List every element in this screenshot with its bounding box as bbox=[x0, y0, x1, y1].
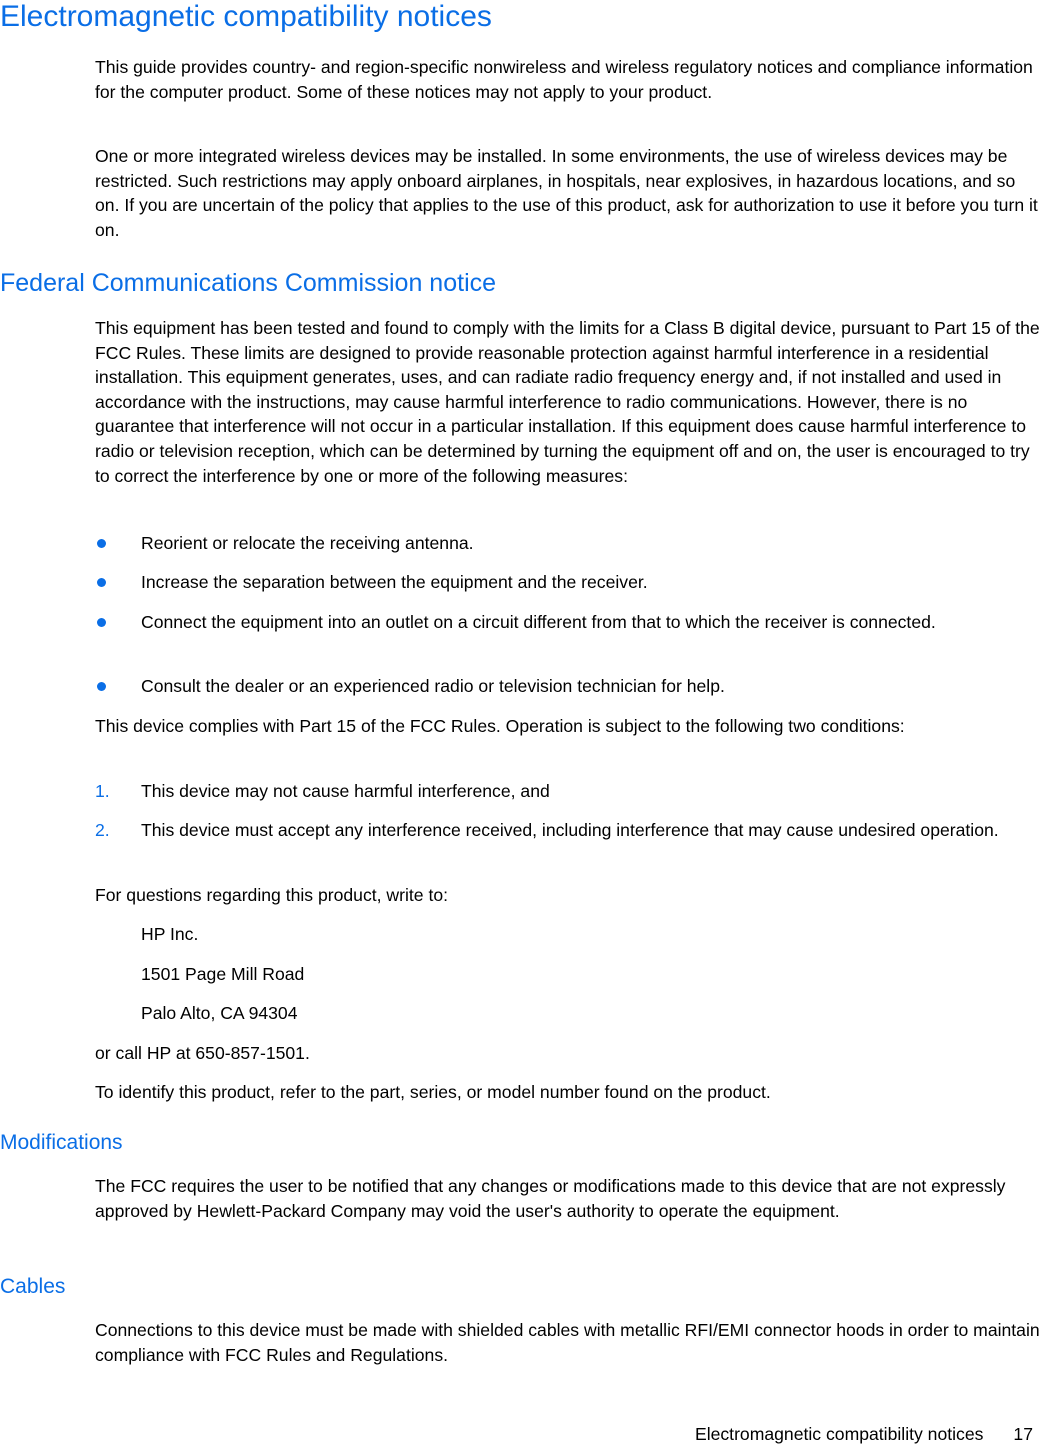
intro-paragraph-2: One or more integrated wireless devices may be installed. In some environments, the use of wireless devices may be restricted. Such restrictions may apply onboard airplanes, in hospitals, near explosives, in hazardous locations, and so on. If you are uncertain of the policy that applies to the use of this product, ask for authorization to use it before you turn it on. bbox=[95, 146, 1038, 240]
bullet-icon bbox=[97, 682, 106, 691]
intro-paragraph-1: This guide provides country- and region-specific nonwireless and wireless regulatory notices and compliance information for the computer product. Some of these notices may not apply to your product. bbox=[95, 57, 1033, 102]
fcc-paragraph-4: or call HP at 650-857-1501. bbox=[95, 1043, 310, 1063]
page-number: 17 bbox=[1013, 1424, 1033, 1444]
list-number: 1. bbox=[95, 781, 110, 801]
cables-heading: Cables bbox=[0, 1275, 66, 1298]
bullet-text: Connect the equipment into an outlet on a circuit different from that to which the receiver is connected. bbox=[141, 612, 936, 632]
cables-paragraph: Connections to this device must be made with shielded cables with metallic RFI/EMI connector hoods in order to maintain compliance with FCC Rules and Regulations. bbox=[95, 1320, 1040, 1365]
bullet-text: Consult the dealer or an experienced radio or television technician for help. bbox=[141, 676, 725, 696]
bullet-item bbox=[95, 531, 1040, 556]
modifications-paragraph: The FCC requires the user to be notified that any changes or modifications made to this device that are not expressly approved by Hewlett-Packard Company may void the user's authority to operate the equipment. bbox=[95, 1176, 1006, 1221]
fcc-paragraph-2: This device complies with Part 15 of the FCC Rules. Operation is subject to the following two conditions: bbox=[95, 716, 905, 736]
address-line: Palo Alto, CA 94304 bbox=[141, 1003, 298, 1023]
fcc-paragraph-1: This equipment has been tested and found to comply with the limits for a Class B digital device, pursuant to Part 15 of the FCC Rules. These limits are designed to provide reasonable protection against harmful interference in a residential installation. This equipment generates, uses, and can radiate radio frequency energy and, if not installed and used in accordance with the instructions, may cause harmful interference to radio communications. However, there is no guarantee that interference will not occur in a particular installation. If this equipment does cause harmful interference to radio or television reception, which can be determined by turning the equipment off and on, the user is encouraged to try to correct the interference by one or more of the following measures: bbox=[95, 318, 1040, 486]
numbered-text: This device may not cause harmful interference, and bbox=[141, 781, 550, 801]
bullet-item bbox=[95, 674, 1040, 699]
bullet-text: Increase the separation between the equipment and the receiver. bbox=[141, 572, 648, 592]
bullet-text: Reorient or relocate the receiving antenna. bbox=[141, 533, 474, 553]
fcc-paragraph-3: For questions regarding this product, write to: bbox=[95, 885, 449, 905]
bullet-icon bbox=[97, 578, 106, 587]
list-number: 2. bbox=[95, 820, 110, 840]
numbered-text: This device must accept any interference received, including interference that may cause undesired operation. bbox=[141, 820, 999, 840]
modifications-heading: Modifications bbox=[0, 1131, 123, 1154]
address-line: 1501 Page Mill Road bbox=[141, 964, 305, 984]
footer-title: Electromagnetic compatibility notices bbox=[694, 1424, 984, 1444]
numbered-item bbox=[95, 818, 1040, 843]
numbered-item bbox=[95, 779, 1040, 804]
bullet-item bbox=[95, 570, 1040, 595]
page-footer bbox=[0, 1422, 1033, 1446]
page-title: Electromagnetic compatibility notices bbox=[0, 0, 492, 33]
bullet-icon bbox=[97, 539, 106, 548]
bullet-icon bbox=[97, 618, 106, 627]
address-line: HP Inc. bbox=[141, 924, 199, 944]
fcc-paragraph-5: To identify this product, refer to the part, series, or model number found on the product. bbox=[95, 1082, 771, 1102]
fcc-heading: Federal Communications Commission notice bbox=[0, 269, 497, 297]
bullet-item bbox=[95, 610, 1040, 635]
